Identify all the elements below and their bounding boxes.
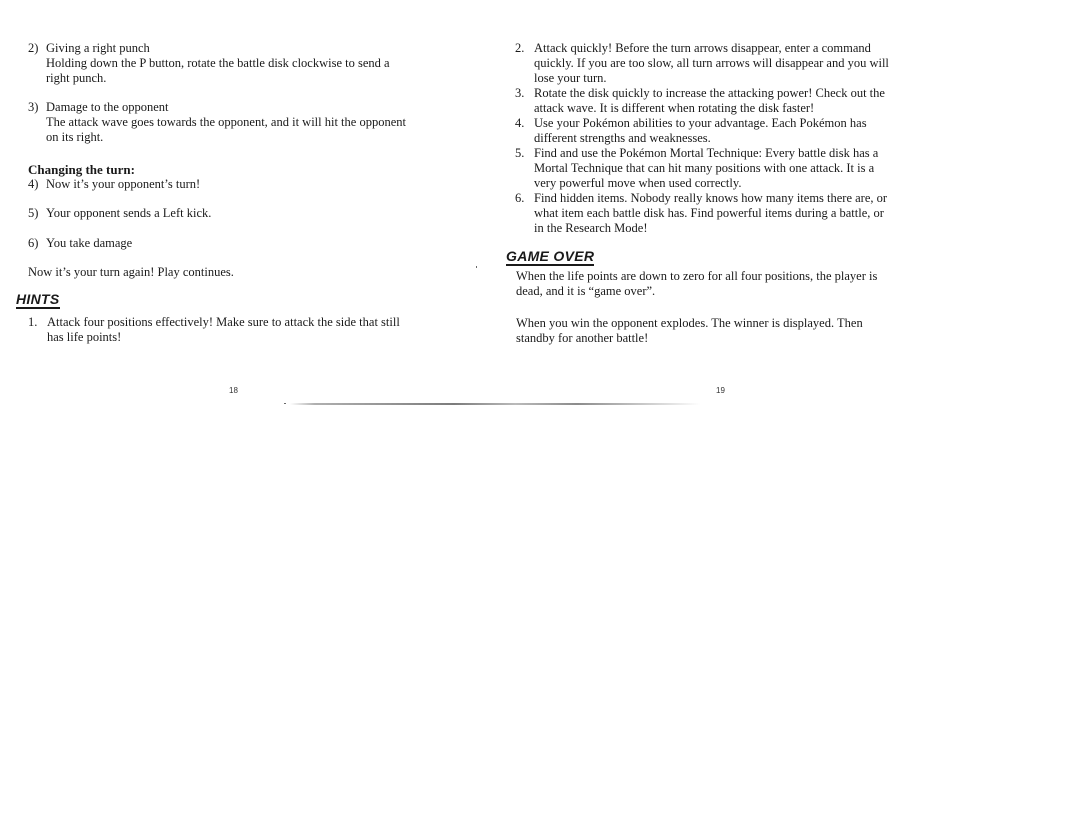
hint-text: Attack quickly! Before the turn arrows disappear, enter a command [534, 41, 871, 55]
step-text: Now it’s your opponent’s turn! [46, 177, 201, 191]
step-number: 5) [28, 206, 39, 220]
scan-speck [476, 266, 477, 268]
game-over-heading: GAME OVER [506, 248, 595, 264]
hint-text: Find and use the Pokémon Mortal Technique: Every battle disk has a [534, 146, 879, 160]
step-number: 3) [28, 100, 39, 114]
hint-text: very powerful move when used correctly. [534, 176, 742, 190]
hint-text: Rotate the disk quickly to increase the attacking power! Check out the [534, 86, 885, 100]
paragraph-text: dead, and it is “game over”. [516, 284, 656, 298]
hint-number: 1. [28, 315, 38, 329]
hint-text: different strengths and weaknesses. [534, 131, 711, 145]
step-number: 2) [28, 41, 39, 55]
step-number: 4) [28, 177, 39, 191]
game-over-paragraph-2 [516, 316, 863, 346]
hint-number: 5. [515, 146, 525, 160]
step-number: 6) [28, 236, 39, 250]
hint-number: 3. [515, 86, 525, 100]
hint-number: 6. [515, 191, 525, 205]
step-title: Giving a right punch [46, 41, 150, 55]
step-text: right punch. [46, 71, 107, 85]
hints-heading: HINTS [16, 291, 60, 307]
hints-heading-wrap [16, 292, 60, 309]
hint-text: Find hidden items. Nobody really knows how many items there are, or [534, 191, 888, 205]
step-text: on its right. [46, 130, 104, 144]
page-fold-line [290, 403, 700, 405]
step-text: The attack wave goes towards the opponent, and it will hit the opponent [46, 115, 406, 129]
hint-text: in the Research Mode! [534, 221, 648, 235]
hint-text: Mortal Technique that can hit many positions with one attack. It is a [534, 161, 875, 175]
hint-text: what item each battle disk has. Find powerful items during a battle, or [534, 206, 884, 220]
hint-number: 4. [515, 116, 525, 130]
scan-speck [284, 403, 286, 404]
paragraph-text: When you win the opponent explodes. The winner is displayed. Then [516, 316, 863, 330]
step-title: Damage to the opponent [46, 100, 169, 114]
step-text: You take damage [46, 236, 133, 250]
game-over-heading-wrap [506, 249, 594, 266]
changing-turn-heading: Changing the turn: [28, 162, 135, 177]
paragraph-text: When the life points are down to zero for all four positions, the player is [516, 269, 878, 283]
hint-text: Use your Pokémon abilities to your advantage. Each Pokémon has [534, 116, 867, 130]
hint-text: Attack four positions effectively! Make sure to attack the side that still [47, 315, 400, 329]
page-number-19: 19 [716, 386, 725, 395]
paragraph-text: standby for another battle! [516, 331, 649, 345]
page-number-18: 18 [229, 386, 238, 395]
hint-text: attack wave. It is different when rotating the disk faster! [534, 101, 815, 115]
hint-number: 2. [515, 41, 525, 55]
step-text: Holding down the P button, rotate the battle disk clockwise to send a [46, 56, 390, 70]
step-text: Your opponent sends a Left kick. [46, 206, 212, 220]
game-over-paragraph-1 [516, 269, 877, 299]
hint-text: lose your turn. [534, 71, 607, 85]
hint-text: quickly. If you are too slow, all turn arrows will disappear and you will [534, 56, 889, 70]
continue-text: Now it’s your turn again! Play continues. [28, 265, 234, 279]
hint-text: has life points! [47, 330, 122, 344]
